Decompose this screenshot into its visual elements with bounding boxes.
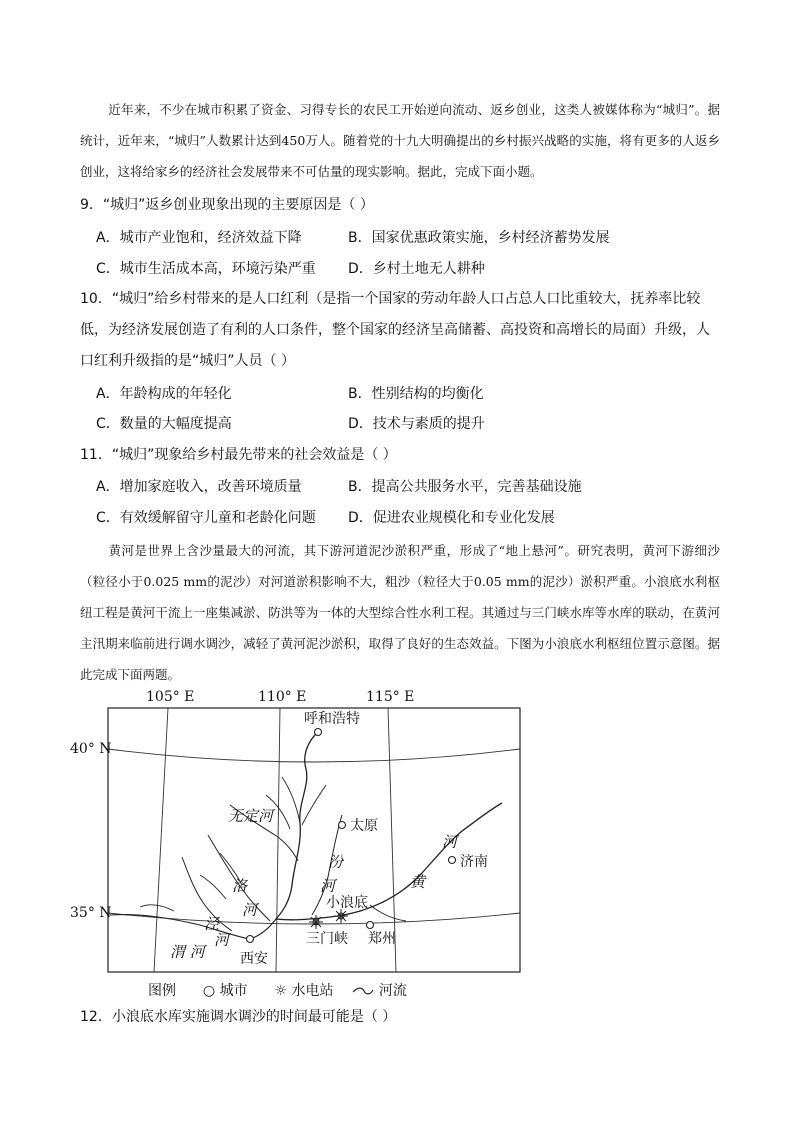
lon-label-110: 110° E <box>258 689 307 705</box>
lon-label-105: 105° E <box>146 689 195 705</box>
label-jing-river-1: 泾 <box>204 915 220 933</box>
question-11-stem: 11．“城归”现象给乡村最先带来的社会效益是（ ） <box>80 447 397 463</box>
label-sanmenxia: 三门峡 <box>306 931 348 947</box>
lat-label-35: 35° N <box>70 905 112 921</box>
tributary <box>200 875 226 899</box>
label-fen-river-1: 汾 <box>328 853 344 871</box>
lat-label-40: 40° N <box>70 741 112 757</box>
label-wuding-river: 无定河 <box>228 807 274 825</box>
label-luo-river-2: 河 <box>242 901 258 919</box>
label-jinan: 济南 <box>460 854 488 870</box>
map-legend <box>148 980 407 1000</box>
q11-option-c[interactable]: C．有效缓解留守儿童和老龄化问题 <box>96 510 316 526</box>
q10-option-c[interactable]: C．数量的大幅度提高 <box>96 416 232 432</box>
q10-option-d[interactable]: D．技术与素质的提升 <box>348 416 485 432</box>
legend-city-label: 城市 <box>219 983 248 999</box>
xiaolangdi-location-map <box>70 685 530 1005</box>
passage-chenggui: 近年来，不少在城市积累了资金、习得专长的农民工开始逆向流动、返乡创业，这类人被媒体称为“城归”。据统计，近年来，“城归”人数累计达到450万人。随着党的十九大明确提出的乡村振兴战略的实施，将有更多的人返乡创业，这将给家乡的经济社会发展带来不可估量的现实影响。据此，完成下面小题。 <box>80 102 720 179</box>
station-marker-sanmenxia <box>309 915 323 929</box>
meridian-110 <box>276 708 280 972</box>
label-yellow-river-he: 河 <box>442 833 458 851</box>
q9-option-d[interactable]: D．乡村土地无人耕种 <box>348 261 485 277</box>
label-xiaolangdi: 小浪底 <box>326 895 368 911</box>
city-marker-xian <box>247 936 254 943</box>
question-12-stem: 12．小浪底水库实施调水调沙的时间最可能是（ ） <box>80 1009 397 1025</box>
q11-option-b[interactable]: B．提高公共服务水平，完善基础设施 <box>348 479 582 495</box>
label-jing-river-2: 河 <box>214 931 230 949</box>
q9-option-a[interactable]: A．城市产业饱和，经济效益下降 <box>96 230 302 246</box>
label-yellow-river-huang: 黄 <box>410 873 426 891</box>
city-marker-hohhot <box>315 729 322 736</box>
legend-station-icon: ☼ <box>274 983 288 999</box>
label-fen-river-2: 河 <box>320 877 336 895</box>
legend-river-icon <box>352 986 374 996</box>
meridian-105 <box>154 708 168 972</box>
city-marker-taiyuan <box>339 822 346 829</box>
q11-option-d[interactable]: D．促进农业规模化和专业化发展 <box>348 510 555 526</box>
label-wei-river: 渭 河 <box>170 943 205 961</box>
passage-yellow-river: 黄河是世界上含沙量最大的河流，其下游河道泥沙淤积严重，形成了“地上悬河”。研究表明，黄河下游细沙（粒径小于0.025 mm的泥沙）对河道淤积影响不大，粗沙（粒径大于0.05 mm的泥沙）淤积严重。小浪底水利枢纽工程是黄河干流上一座集减淤、防洪等为一体的大型综合性水利工程。其通过与三门峡水库等水库的联动，在黄河主汛期来临前进行调水调沙，减轻了黄河泥沙淤积，取得了良好的生态效益。下图为小浪底水利枢纽位置示意图。据此完成下面两题。 <box>80 543 720 682</box>
parallel-40 <box>108 749 520 762</box>
q10-option-a[interactable]: A．年龄构成的年轻化 <box>96 386 232 402</box>
label-zhengzhou: 郑州 <box>368 931 396 947</box>
station-marker-xiaolangdi <box>334 909 348 923</box>
tributary <box>282 777 300 823</box>
q9-option-c[interactable]: C．城市生活成本高，环境污染严重 <box>96 261 316 277</box>
q9-option-b[interactable]: B．国家优惠政策实施，乡村经济蓄势发展 <box>348 230 610 246</box>
question-10-stem: 10．“城归”给乡村带来的是人口红利（是指一个国家的劳动年龄人口占总人口比重较大，抚养率比较低，为经济发展创造了有利的人口条件，整个国家的经济呈高储蓄、高投资和高增长的局面）升级，人口红利升级指的是“城归”人员（ ） <box>80 291 710 369</box>
label-hohhot: 呼和浩特 <box>304 711 360 727</box>
q10-option-b[interactable]: B．性别结构的均衡化 <box>348 386 484 402</box>
tributary <box>302 785 326 825</box>
tributary <box>370 905 406 921</box>
q11-option-a[interactable]: A．增加家庭收入，改善环境质量 <box>96 479 302 495</box>
legend-station-label: 水电站 <box>291 983 334 999</box>
legend-title: 图例 <box>148 983 176 999</box>
city-marker-jinan <box>449 857 456 864</box>
legend-city-icon: ○ <box>202 983 216 999</box>
legend-river-label: 河流 <box>378 983 407 999</box>
city-marker-zhengzhou <box>367 922 374 929</box>
lon-label-115: 115° E <box>366 689 415 705</box>
map-svg <box>70 685 530 1005</box>
label-taiyuan: 太原 <box>350 818 378 834</box>
label-xian: 西安 <box>240 951 268 967</box>
question-9-stem: 9．“城归”返乡创业现象出现的主要原因是（ ） <box>80 197 374 213</box>
label-luo-river-1: 洛 <box>232 877 248 895</box>
